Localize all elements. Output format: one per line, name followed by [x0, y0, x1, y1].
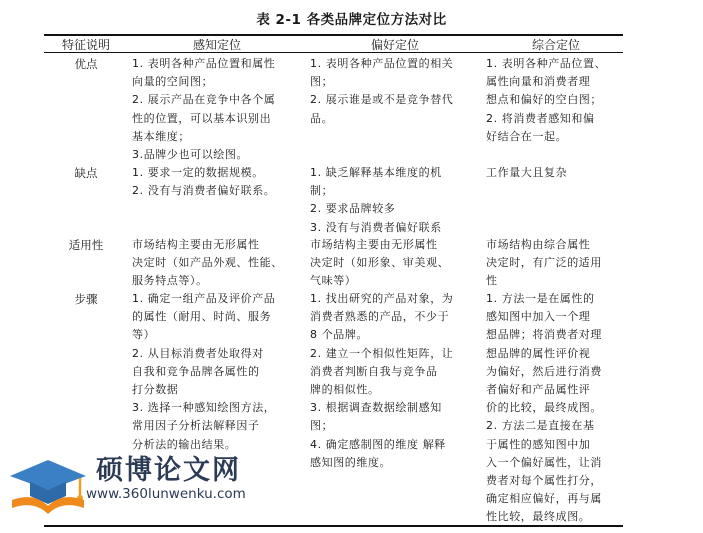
- header-perception: 感知定位: [192, 38, 241, 52]
- row-label-advantages: 优点: [74, 57, 98, 71]
- cell-disadvantages-preference: 1. 缺乏解释基本维度的机 制； 2. 要求品牌较多 3. 没有与消费者偏好联系: [310, 166, 442, 234]
- cell-applicability-preference: 市场结构主要由无形属性 决定时（如形象、审美观、 气味等）: [310, 238, 450, 288]
- table-title: 表 2-1 各类品牌定位方法对比: [256, 12, 447, 28]
- watermark-name: 硕博论文网: [96, 455, 241, 486]
- cell-steps-combined: 1. 方法一是在属性的 感知图中加入一个理 想品牌；将消费者对理 想品牌的属性评价视 为偏好，然后进行消费 者偏好和产品属性评 价的比较，最终成图。 2. 方法二是直接在基 于属性的感知图中加 入一个偏好属性，让消 费者对每个属性打分， 确定相应偏好，再与属 性比较，最终成图。: [486, 292, 602, 524]
- cell-steps-preference: 1. 找出研究的产品对象，为 消费者熟悉的产品，不少于 8 个品牌。 2. 建立一个相似性矩阵，让 消费者判断自我与竞争品 牌的相似性。 3. 根据调查数据绘制感知 图； 4. 确定感制图的维度 解释 感知图的维度。: [310, 292, 454, 469]
- header-combined: 综合定位: [531, 38, 580, 52]
- cell-disadvantages-combined: 工作量大且复杂: [486, 166, 568, 179]
- cell-steps-perception: 1. 确定一组产品及评价产品 的属性（耐用、时尚、服务 等） 2. 从目标消费者处取得对 自我和竞争品牌各属性的 打分数据 3. 选择一种感知绘图方法， 常用因子分析法解释因子 分析法的输出结果。: [132, 292, 276, 451]
- cell-disadvantages-perception: 1. 要求一定的数据规模。 2. 没有与消费者偏好联系。: [132, 166, 276, 198]
- row-label-disadvantages: 缺点: [74, 166, 98, 180]
- row-label-steps: 步骤: [74, 292, 98, 306]
- header-feature: 特征说明: [61, 38, 110, 52]
- cell-advantages-perception: 1. 表明各种产品位置和属性 向量的空间图； 2. 展示产品在竞争中各个属 性的位置，可以基本识别出 基本维度； 3.品牌少也可以绘图。: [132, 57, 276, 162]
- header-preference: 偏好定位: [370, 38, 419, 52]
- watermark-url: www.360lunwenku.com: [86, 486, 246, 502]
- cell-applicability-perception: 市场结构主要由无形属性 决定时（如产品外观、性能、 服务特点等）。: [132, 238, 283, 288]
- row-label-applicability: 适用性: [68, 238, 104, 252]
- cell-advantages-preference: 1. 表明各种产品位置的相关 图； 2. 展示谁是或不是竞争替代 品。: [310, 57, 454, 125]
- cell-applicability-combined: 市场结构由综合属性 决定时，有广泛的适用 性: [486, 238, 602, 288]
- cell-advantages-combined: 1. 表明各种产品位置、 属性向量和消费者理 想点和偏好的空白图； 2. 将消费者感知和偏 好结合在一起。: [486, 57, 607, 143]
- graduation-cap-icon: [10, 460, 86, 504]
